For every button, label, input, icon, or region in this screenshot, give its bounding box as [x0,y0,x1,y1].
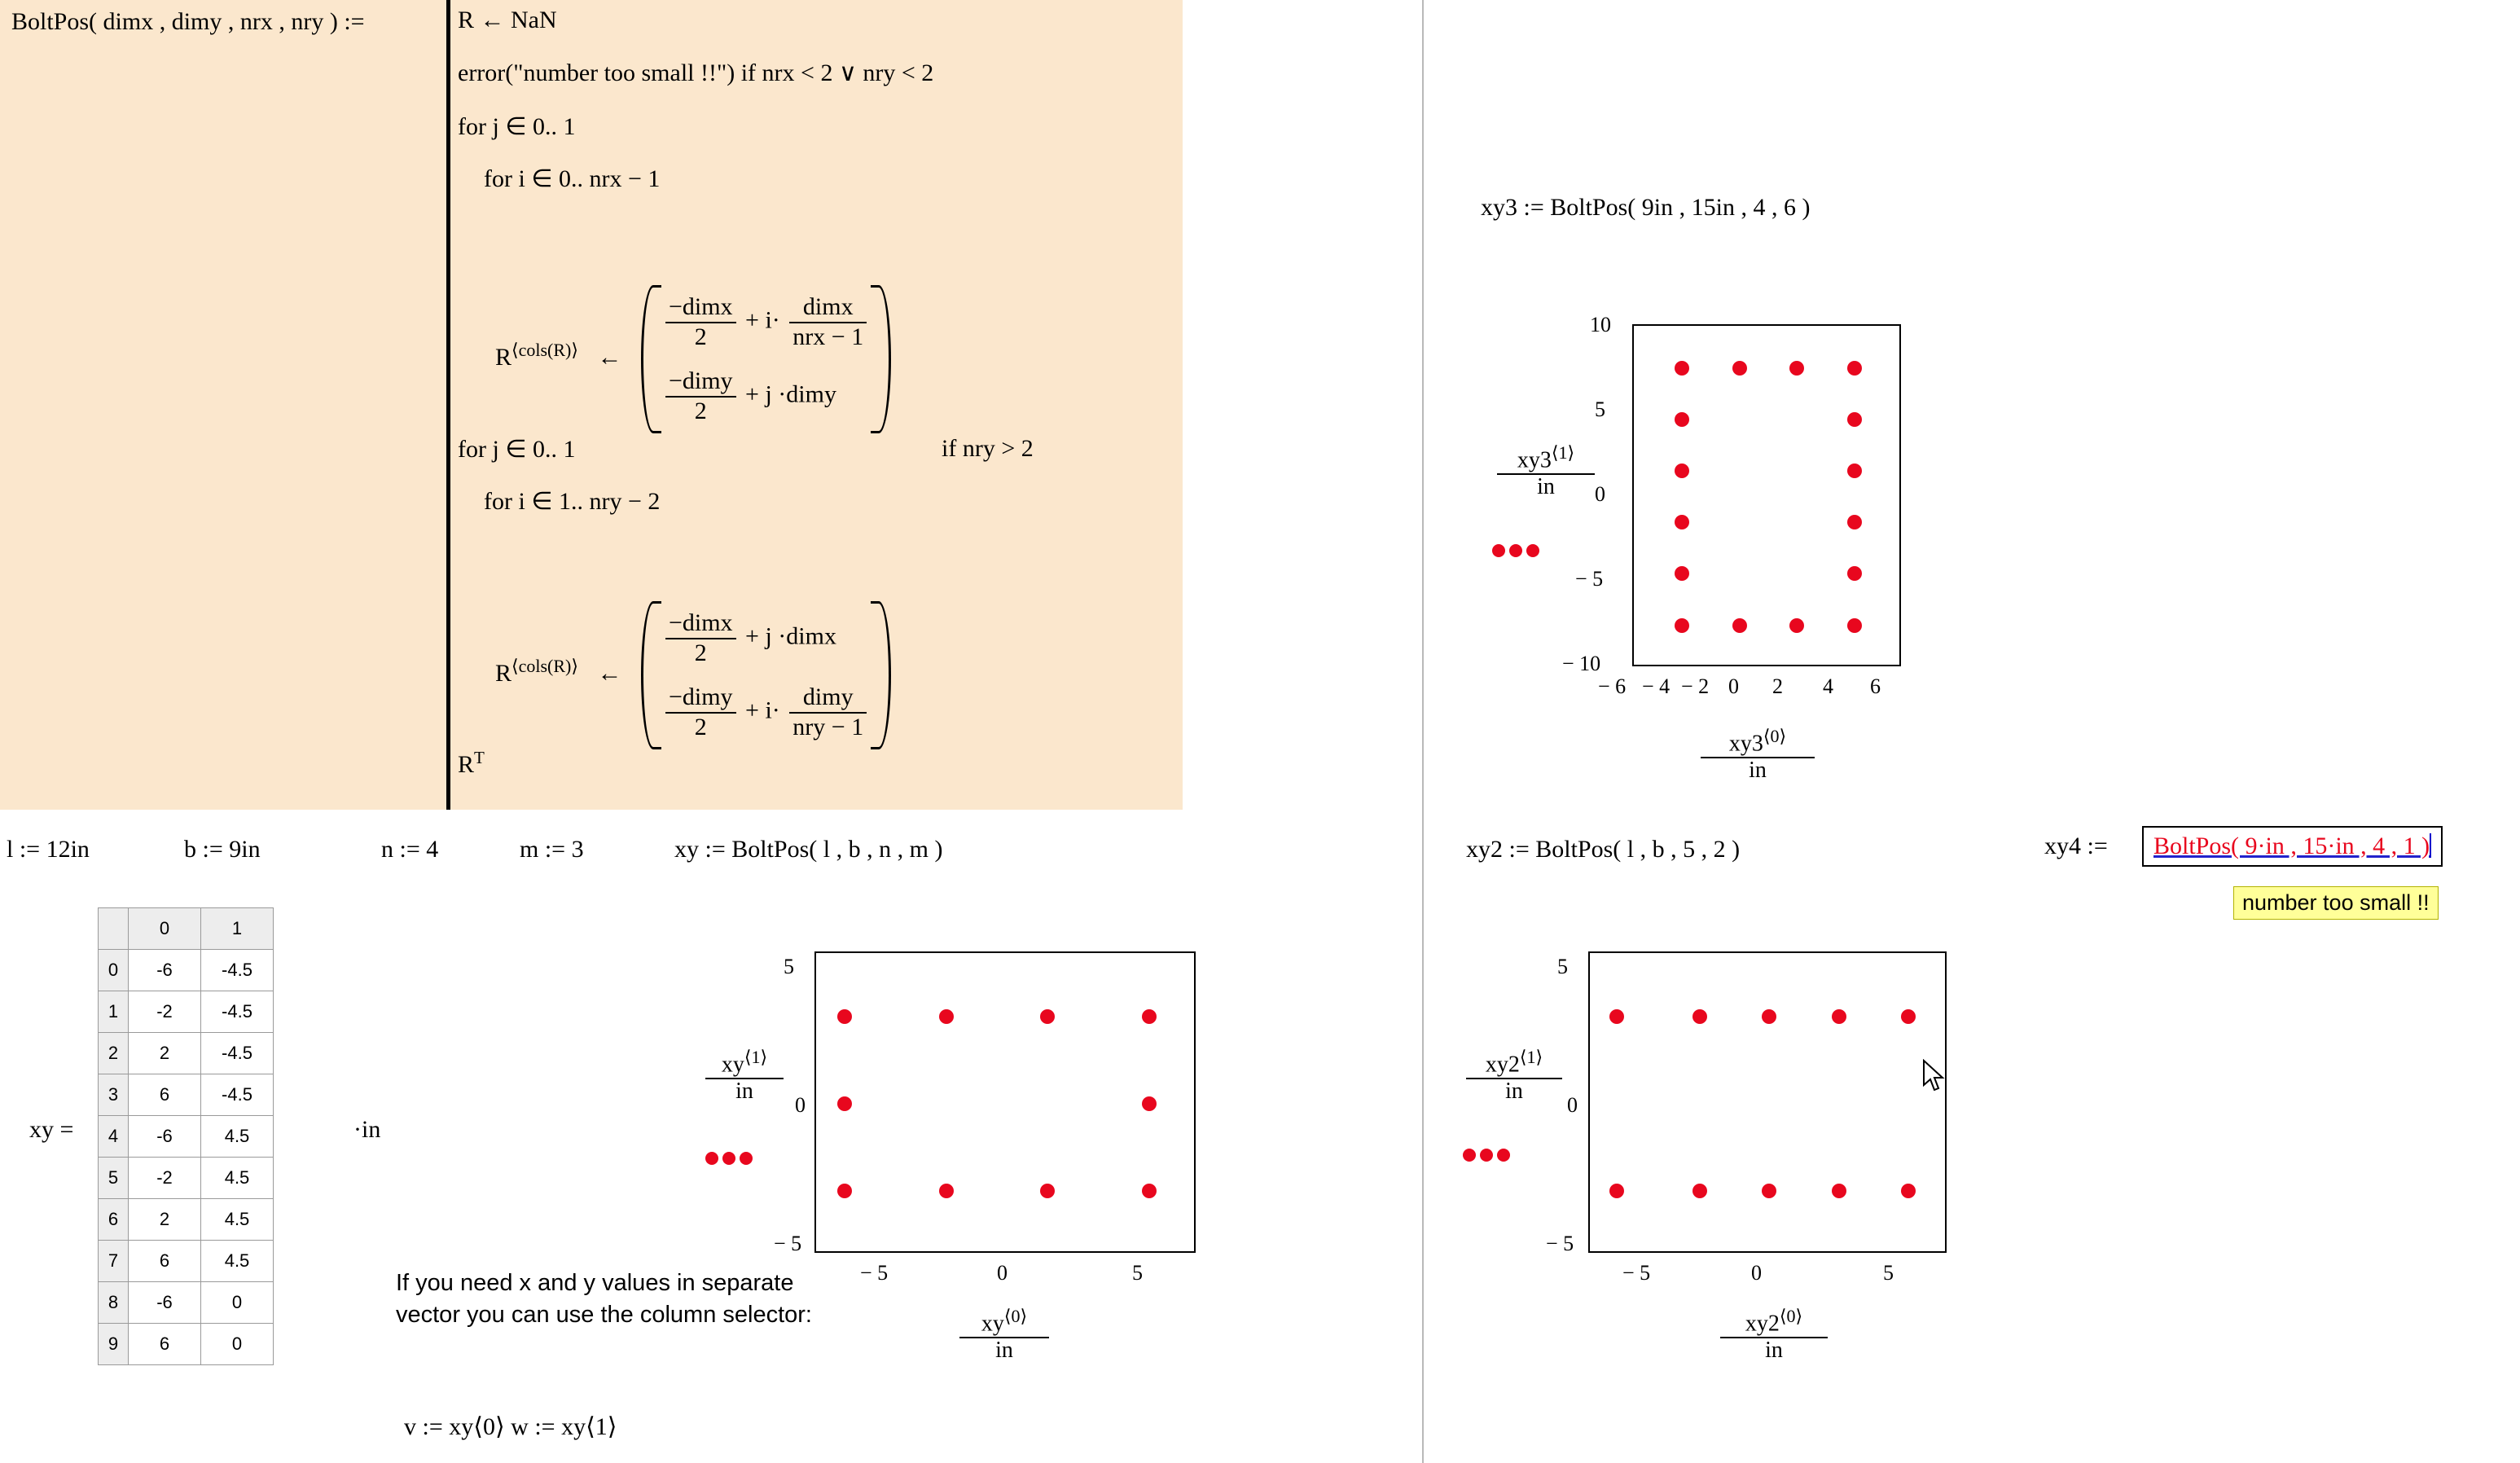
x-axis-unit: in [959,1337,1049,1364]
data-point [1675,412,1689,427]
table-row[interactable] [99,1116,274,1158]
data-point [1847,361,1862,376]
program-assignment-1 [495,285,891,433]
data-point [1847,515,1862,529]
xy2-y-axis-label [1466,1048,1562,1105]
data-point [837,1184,852,1198]
assign2-row-1 [662,601,870,675]
assign2-column-selector: ⟨cols(R)⟩ [511,655,578,676]
frac-num: −dimy [668,683,733,710]
program-line-2: error("number too small !!") if nrx < 2 ∨ nry < 2 [458,59,934,86]
xy2-definition[interactable]: xy2 := BoltPos( l , b , 5 , 2 ) [1466,836,1741,863]
row-index: 3 [99,1074,129,1116]
data-point [1732,618,1747,633]
xy2-xtick-left: − 5 [1622,1261,1651,1285]
frac-den: nry − 1 [789,712,867,742]
y-axis-expr: $xy^{⟨1⟩}$ [721,1047,768,1078]
xy2-xtick-mid: 0 [1751,1261,1762,1285]
cell-c1: -4.5 [201,991,274,1033]
xy-ytick-mid: 0 [795,1093,806,1117]
xy3-xtick-2: 2 [1772,674,1783,698]
data-point [1901,1184,1916,1198]
frac-neg-dimy-over-2 [665,683,736,741]
y-axis-unit: in [1497,473,1595,500]
transpose-superscript: T [474,748,485,767]
assign2-row2-mid: + i· [745,696,780,724]
program-return-var: R [458,751,475,778]
x-axis-expr: $xy3^{⟨0⟩}$ [1728,726,1787,757]
text-caret [2430,833,2431,858]
xy2-y-legend-markers [1463,1149,1514,1166]
cell-c0: -2 [129,991,201,1033]
result-unit: ·in [353,1116,381,1143]
xy3-ytick-10: 10 [1590,313,1611,336]
xy3-xtick-6: 6 [1870,674,1881,698]
xy4-label: xy4 := [2044,833,2108,859]
xy-xtick-right: 5 [1132,1261,1143,1285]
table-row[interactable] [99,1199,274,1241]
table-row[interactable] [99,1033,274,1074]
data-point [1609,1184,1624,1198]
xy-xtick-left: − 5 [860,1261,889,1285]
data-point [1675,566,1689,581]
assign1-lhs: R [495,343,512,371]
y-axis-unit: in [705,1078,784,1105]
cell-c0: 2 [129,1033,201,1074]
data-point [939,1009,954,1024]
xy-y-legend-markers [705,1152,757,1169]
program-line-1: R ← NaN [458,7,557,33]
xy-ytick-bottom: − 5 [774,1232,802,1255]
table-row[interactable] [99,1158,274,1199]
xy-y-axis-label [705,1048,784,1105]
frac-dimy-over-nry-1 [789,683,867,741]
program-assignment-2 [495,601,891,749]
xy3-y-axis-label [1497,443,1595,500]
right-paren [871,601,891,749]
def-n[interactable]: n := 4 [381,836,439,863]
xy3-x-axis-label [1701,727,1815,784]
frac-den: 2 [665,322,736,352]
def-l[interactable]: l := 12in [7,836,90,863]
xy3-xtick-4: 4 [1823,674,1833,698]
assign1-row2-tail: + j ·dimy [745,380,836,408]
data-point [1847,566,1862,581]
data-point [1847,618,1862,633]
data-point [939,1184,954,1198]
table-row[interactable] [99,1241,274,1282]
row-index: 2 [99,1033,129,1074]
assign2-lhs: R [495,659,512,687]
xy-ytick-top: 5 [784,955,794,978]
frac-den: 2 [665,638,736,668]
xy2-x-axis-label [1720,1307,1828,1364]
row-index: 0 [99,950,129,991]
row-index: 5 [99,1158,129,1199]
assign1-arrow: ← [597,343,622,371]
error-tooltip: number too small !! [2233,886,2439,920]
frac-neg-dimx-over-2 [665,293,736,351]
page-divider [1422,0,1424,1463]
program-definition-block[interactable] [0,0,1183,810]
definitions-row [7,836,1147,868]
column-selector-definitions[interactable]: v := xy⟨0⟩ w := xy⟨1⟩ [404,1413,617,1440]
data-point [1732,361,1747,376]
program-line-6: for i ∈ 1.. nry − 2 [484,488,661,515]
row-index: 1 [99,991,129,1033]
result-matrix-table[interactable] [98,907,274,1365]
table-col-header-0: 0 [129,908,201,950]
program-signature: BoltPos( dimx , dimy , nrx , nry ) := [11,8,365,35]
data-point [1901,1009,1916,1024]
program-line-5: for j ∈ 0.. 1 [458,436,576,463]
cell-c1: 4.5 [201,1241,274,1282]
frac-den: nrx − 1 [789,322,867,352]
program-line-4: for i ∈ 0.. nrx − 1 [484,165,661,192]
x-axis-expr: $xy^{⟨0⟩}$ [981,1306,1028,1337]
data-point [1789,361,1804,376]
data-point [1832,1009,1846,1024]
xy3-xtick-neg6: − 6 [1598,674,1627,698]
mouse-cursor-icon [1922,1059,1947,1095]
data-point [1847,464,1862,478]
frac-neg-dimy-over-2 [665,367,736,425]
right-paren [871,285,891,433]
data-point [1040,1009,1055,1024]
data-point [1847,412,1862,427]
cell-c1: -4.5 [201,1033,274,1074]
xy3-ytick-5: 5 [1595,398,1605,421]
x-axis-unit: in [1720,1337,1828,1364]
assign1-row-1 [662,285,870,359]
cell-c1: 4.5 [201,1116,274,1158]
frac-dimx-over-nrx-1 [789,293,867,351]
data-point [1142,1184,1157,1198]
table-row[interactable] [99,1074,274,1116]
left-paren [641,285,661,433]
xy2-xtick-right: 5 [1883,1261,1894,1285]
xy3-definition[interactable]: xy3 := BoltPos( 9in , 15in , 4 , 6 ) [1481,194,1811,221]
data-point [1762,1184,1776,1198]
xy4-expression-text[interactable]: BoltPos( 9·in , 15·in , 4 , 1 ) [2153,833,2430,859]
xy3-ytick-neg5: − 5 [1575,567,1604,591]
xy2-scatter-plot[interactable] [1588,951,1947,1253]
y-axis-expr: $xy2^{⟨1⟩}$ [1485,1047,1543,1078]
data-point [837,1096,852,1111]
cell-c0: -6 [129,1116,201,1158]
def-b[interactable]: b := 9in [184,836,261,863]
assign2-vector [641,601,891,749]
program-body [446,0,1179,810]
cell-c0: -6 [129,950,201,991]
xy-scatter-plot[interactable] [814,951,1196,1253]
cell-c0: -6 [129,1282,201,1324]
table-col-header-1: 1 [201,908,274,950]
cell-c1: 4.5 [201,1158,274,1199]
program-line-5-condition: if nry > 2 [942,435,1034,462]
data-point [1832,1184,1846,1198]
frac-num: −dimx [668,609,733,636]
cell-c1: 4.5 [201,1199,274,1241]
assign2-arrow: ← [597,659,622,687]
y-axis-unit: in [1466,1078,1562,1105]
xy3-scatter-plot[interactable] [1632,324,1901,666]
table-corner [99,908,129,950]
xy3-ytick-neg10: − 10 [1562,652,1601,675]
data-point [1692,1184,1707,1198]
xy3-xtick-neg4: − 4 [1642,674,1670,698]
y-axis-expr: $xy3^{⟨1⟩}$ [1517,442,1575,473]
data-point [1675,464,1689,478]
data-point [1142,1009,1157,1024]
xy3-ytick-0: 0 [1595,482,1605,506]
xy3-xtick-0: 0 [1728,674,1739,698]
row-index: 9 [99,1324,129,1365]
table-row[interactable] [99,991,274,1033]
assign1-column-selector: ⟨cols(R)⟩ [511,339,578,360]
note-text: If you need x and y values in separate vector you can use the column selector: [396,1270,812,1329]
xy3-y-legend-markers [1492,544,1543,561]
cell-c1: -4.5 [201,950,274,991]
cell-c0: -2 [129,1158,201,1199]
xy3-xtick-neg2: − 2 [1681,674,1710,698]
cell-c1: -4.5 [201,1074,274,1116]
assign1-row-2 [662,359,870,433]
left-paren [641,601,661,749]
data-point [1675,515,1689,529]
data-point [1692,1009,1707,1024]
xy-xtick-mid: 0 [997,1261,1008,1285]
xy2-ytick-mid: 0 [1567,1093,1578,1117]
xy2-ytick-top: 5 [1557,955,1568,978]
x-axis-expr: $xy2^{⟨0⟩}$ [1745,1306,1803,1337]
program-return [458,748,485,779]
frac-num: dimx [802,293,854,320]
frac-den: 2 [665,712,736,742]
frac-neg-dimx-over-2 [665,609,736,667]
frac-num: −dimx [668,293,733,320]
frac-den: 2 [665,396,736,426]
row-index: 4 [99,1116,129,1158]
cell-c1: 0 [201,1324,274,1365]
frac-num: dimy [802,683,854,710]
cell-c1: 0 [201,1282,274,1324]
data-point [1762,1009,1776,1024]
table-row[interactable] [99,1324,274,1365]
table-row[interactable] [99,950,274,991]
data-point [1675,361,1689,376]
row-index: 7 [99,1241,129,1282]
data-point [1609,1009,1624,1024]
cell-c0: 2 [129,1199,201,1241]
data-point [1789,618,1804,633]
assign1-vector [641,285,891,433]
row-index: 6 [99,1199,129,1241]
assign1-row1-mid: + i· [745,306,780,334]
x-axis-unit: in [1701,757,1815,784]
data-point [837,1009,852,1024]
cell-c0: 6 [129,1241,201,1282]
program-line-3: for j ∈ 0.. 1 [458,113,576,140]
cell-c0: 6 [129,1324,201,1365]
xy2-ytick-bottom: − 5 [1546,1232,1574,1255]
row-index: 8 [99,1282,129,1324]
data-point [1142,1096,1157,1111]
xy4-expression-box[interactable] [2142,826,2443,867]
xy-x-axis-label [959,1307,1049,1364]
result-label: xy = [29,1116,74,1143]
def-xy[interactable]: xy := BoltPos( l , b , n , m ) [674,836,943,863]
table-header-row [99,908,274,950]
assign2-row1-tail: + j ·dimx [745,622,836,650]
table-row[interactable] [99,1282,274,1324]
data-point [1675,618,1689,633]
frac-num: −dimy [668,367,733,394]
assign2-row-2 [662,675,870,749]
def-m[interactable]: m := 3 [520,836,584,863]
data-point [1040,1184,1055,1198]
cell-c0: 6 [129,1074,201,1116]
